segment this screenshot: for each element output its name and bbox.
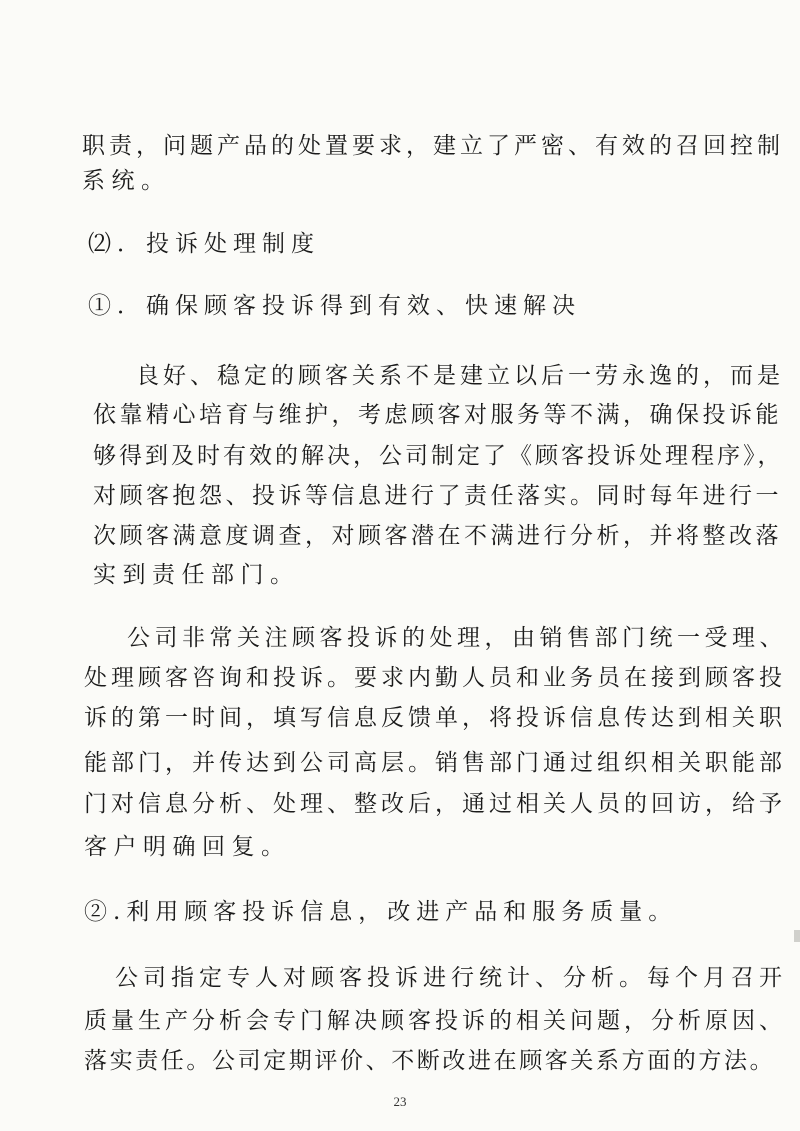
- paragraph-line: 良好、稳定的顾客关系不是建立以后一劳永逸的，而是: [136, 363, 784, 389]
- paragraph-line: 处理顾客咨询和投诉。要求内勤人员和业务员在接到顾客投: [84, 665, 786, 691]
- paragraph-line: 够得到及时有效的解决，公司制定了《顾客投诉处理程序》，: [93, 443, 784, 469]
- paragraph-line: 质量生产分析会专门解决顾客投诉的相关问题，分析原因、: [84, 1008, 786, 1034]
- paragraph-line: 客户明确回复。: [84, 834, 291, 860]
- intro-line: 职责，问题产品的处置要求，建立了严密、有效的召回控制: [82, 133, 784, 159]
- scan-edge-mark: [794, 930, 800, 942]
- paragraph-line: 实到责任部门。: [93, 562, 300, 588]
- paragraph-line: 门对信息分析、处理、整改后，通过相关人员的回访，给予: [84, 791, 786, 817]
- paragraph-line: 公司指定专人对顾客投诉进行统计、分析。每个月召开: [115, 965, 787, 991]
- intro-line: 系统。: [82, 168, 171, 194]
- paragraph-line: 依靠精心培育与维护，考虑顾客对服务等不满，确保投诉能: [93, 402, 782, 428]
- paragraph-line: 公司非常关注顾客投诉的处理，由销售部门统一受理、: [127, 625, 787, 651]
- paragraph-line: 诉的第一时间，填写信息反馈单，将投诉信息传达到相关职: [84, 705, 786, 731]
- item-heading: ①．确保顾客投诉得到有效、快速解决: [88, 293, 581, 319]
- paragraph-line: 落实责任。公司定期评价、不断改进在顾客关系方面的方法。: [84, 1048, 776, 1074]
- paragraph-line: 次顾客满意度调查，对顾客潜在不满进行分析，并将整改落: [93, 523, 782, 549]
- section-heading: ⑵．投诉处理制度: [88, 231, 320, 257]
- item-heading: ②.利用顾客投诉信息，改进产品和服务质量。: [84, 899, 678, 925]
- paragraph-line: 对顾客抱怨、投诉等信息进行了责任落实。同时每年进行一: [93, 483, 782, 509]
- paragraph-line: 能部门，并传达到公司高层。销售部门通过组织相关职能部: [84, 750, 786, 776]
- page-number: 23: [393, 1094, 407, 1109]
